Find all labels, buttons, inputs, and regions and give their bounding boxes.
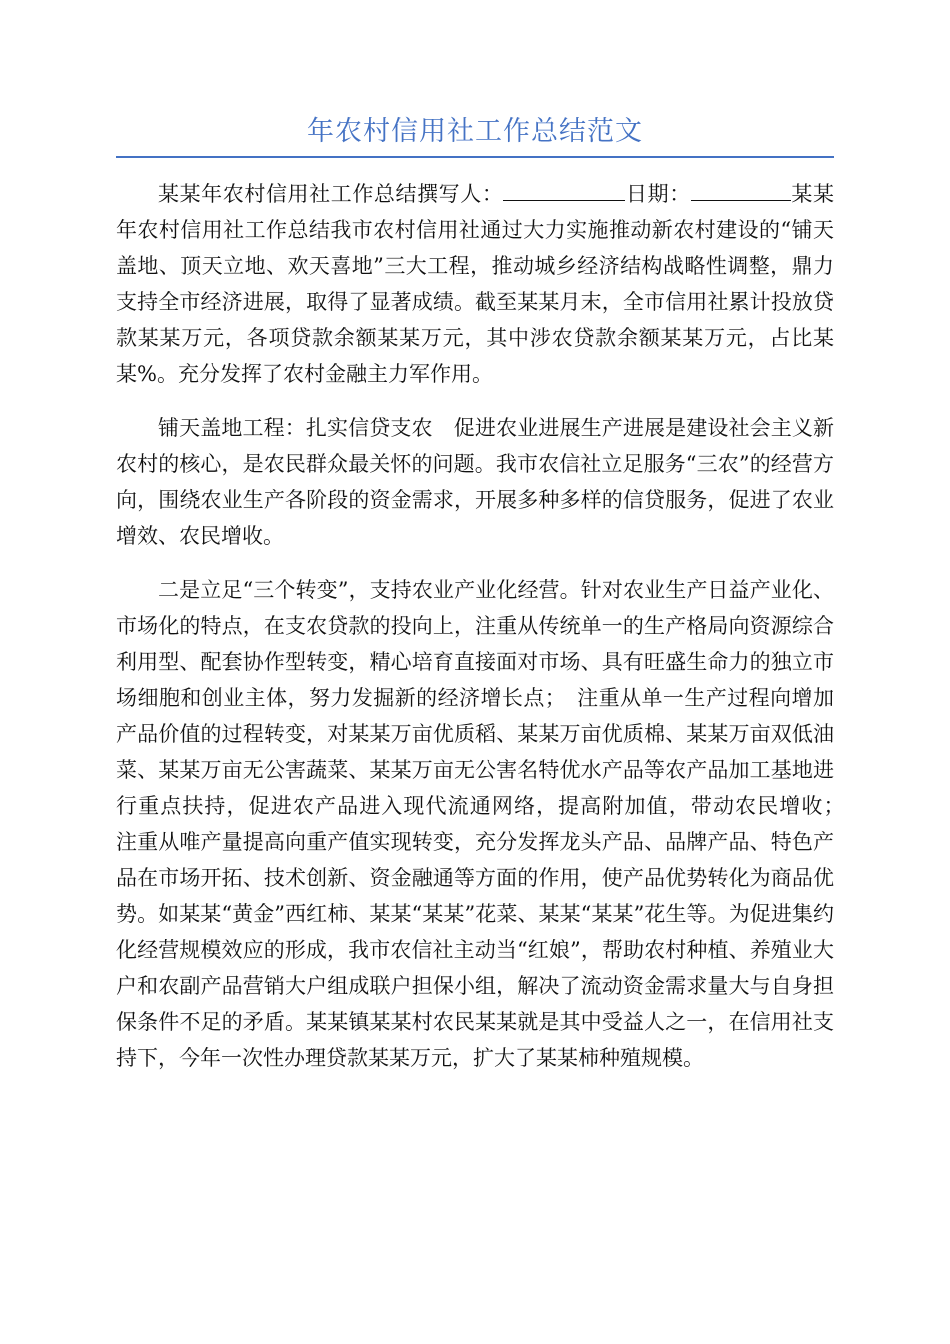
paragraph-1: 铺天盖地工程：扎实信贷支农 促进农业进展生产进展是建设社会主义新农村的核心，是农民群众最关怀的问题。我市农信社立足服务“三农”的经营方向，围绕农业生产各阶段的资金需求，开展多种多样的信贷服务，促进了农业增效、农民增收。 [116,416,834,548]
author-blank [503,178,625,201]
intro-paragraph [116,176,834,392]
author-label: 某某年农村信用社工作总结撰写人： [158,182,504,206]
document-body [116,176,855,1094]
page-title: 年农村信用社工作总结范文 [307,116,643,147]
title-block [116,112,834,158]
intro-text: 某某年农村信用社工作总结我市农村信用社通过大力实施推动新农村建设的“铺天盖地、顶天立地、欢天喜地”三大工程，推动城乡经济结构战略性调整，鼎力支持全市经济进展，取得了显著成绩。截至某某月末，全市信用社累计投放贷款某某万元，各项贷款余额某某万元，其中涉农贷款余额某某万元，占比某某%。充分发挥了农村金融主力军作用。 [116,182,835,386]
date-blank [691,178,791,201]
date-label: 日期： [625,182,691,206]
paragraph-2: 二是立足“三个转变”，支持农业产业化经营。针对农业生产日益产业化、市场化的特点，在支农贷款的投向上，注重从传统单一的生产格局向资源综合利用型、配套协作型转变，精心培育直接面对市场、具有旺盛生命力的独立市场细胞和创业主体，努力发掘新的经济增长点； 注重从单一生产过程向增加产品价值的过程转变，对某某万亩优质稻、某某万亩优质棉、某某万亩双低油菜、某某万亩无公害蔬菜、某某万亩无公害名特优水产品等农产品加工基地进行重点扶持，促进农产品进入现代流通网络，提高附加值，带动农民增收； 注重从唯产量提高向重产值实现转变，充分发挥龙头产品、品牌产品、特色产品在市场开拓、技术创新、资金融通等方面的作用，使产品优势转化为商品优势。如某某“黄金”西红柿、某某“某某”花菜、某某“某某”花生等。为促进集约化经营规模效应的形成，我市农信社主动当“红娘”，帮助农村种植、养殖业大户和农副产品营销大户组成联户担保小组，解决了流动资金需求量大与自身担保条件不足的矛盾。某某镇某某村农民某某就是其中受益人之一，在信用社支持下，今年一次性办理贷款某某万元，扩大了某某柿种殖规模。 [116,578,855,1070]
